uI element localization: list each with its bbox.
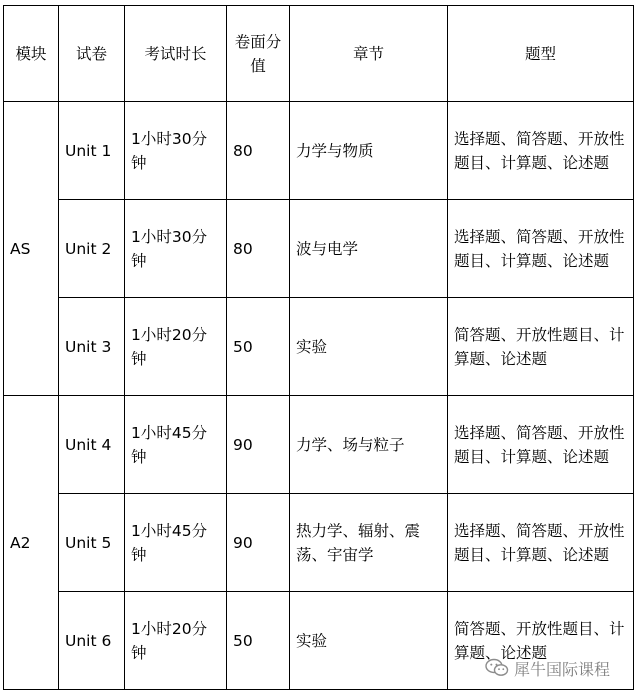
unit-cell: Unit 2 <box>59 200 125 298</box>
chapter-cell: 力学与物质 <box>290 102 448 200</box>
score-cell: 80 <box>227 200 290 298</box>
unit-cell: Unit 5 <box>59 494 125 592</box>
qtype-cell: 简答题、开放性题目、计算题、论述题 <box>448 592 634 690</box>
table-row <box>4 494 634 592</box>
duration-cell: 1小时20分钟 <box>125 298 227 396</box>
table-row <box>4 298 634 396</box>
exam-table <box>3 5 634 690</box>
unit-cell: Unit 3 <box>59 298 125 396</box>
header-module: 模块 <box>4 6 59 102</box>
score-cell: 90 <box>227 494 290 592</box>
chapter-cell: 波与电学 <box>290 200 448 298</box>
header-paper: 试卷 <box>59 6 125 102</box>
chapter-cell: 实验 <box>290 592 448 690</box>
header-qtype: 题型 <box>448 6 634 102</box>
score-cell: 50 <box>227 592 290 690</box>
chapter-cell: 实验 <box>290 298 448 396</box>
chapter-cell: 力学、场与粒子 <box>290 396 448 494</box>
unit-cell: Unit 4 <box>59 396 125 494</box>
table-row <box>4 592 634 690</box>
qtype-cell: 选择题、简答题、开放性题目、计算题、论述题 <box>448 200 634 298</box>
header-row <box>4 6 634 102</box>
table-row <box>4 200 634 298</box>
header-chapter: 章节 <box>290 6 448 102</box>
duration-cell: 1小时20分钟 <box>125 592 227 690</box>
duration-cell: 1小时30分钟 <box>125 102 227 200</box>
score-cell: 90 <box>227 396 290 494</box>
score-cell: 80 <box>227 102 290 200</box>
table-row <box>4 102 634 200</box>
duration-cell: 1小时45分钟 <box>125 396 227 494</box>
qtype-cell: 选择题、简答题、开放性题目、计算题、论述题 <box>448 102 634 200</box>
header-score: 卷面分值 <box>227 6 290 102</box>
qtype-cell: 选择题、简答题、开放性题目、计算题、论述题 <box>448 494 634 592</box>
header-duration: 考试时长 <box>125 6 227 102</box>
duration-cell: 1小时45分钟 <box>125 494 227 592</box>
watermark-text: 犀牛国际课程 <box>514 659 611 679</box>
qtype-cell: 简答题、开放性题目、计算题、论述题 <box>448 298 634 396</box>
unit-cell: Unit 1 <box>59 102 125 200</box>
score-cell: 50 <box>227 298 290 396</box>
duration-cell: 1小时30分钟 <box>125 200 227 298</box>
module-cell: A2 <box>4 396 59 690</box>
unit-cell: Unit 6 <box>59 592 125 690</box>
table-row <box>4 396 634 494</box>
qtype-cell: 选择题、简答题、开放性题目、计算题、论述题 <box>448 396 634 494</box>
module-cell: AS <box>4 102 59 396</box>
chapter-cell: 热力学、辐射、震荡、宇宙学 <box>290 494 448 592</box>
